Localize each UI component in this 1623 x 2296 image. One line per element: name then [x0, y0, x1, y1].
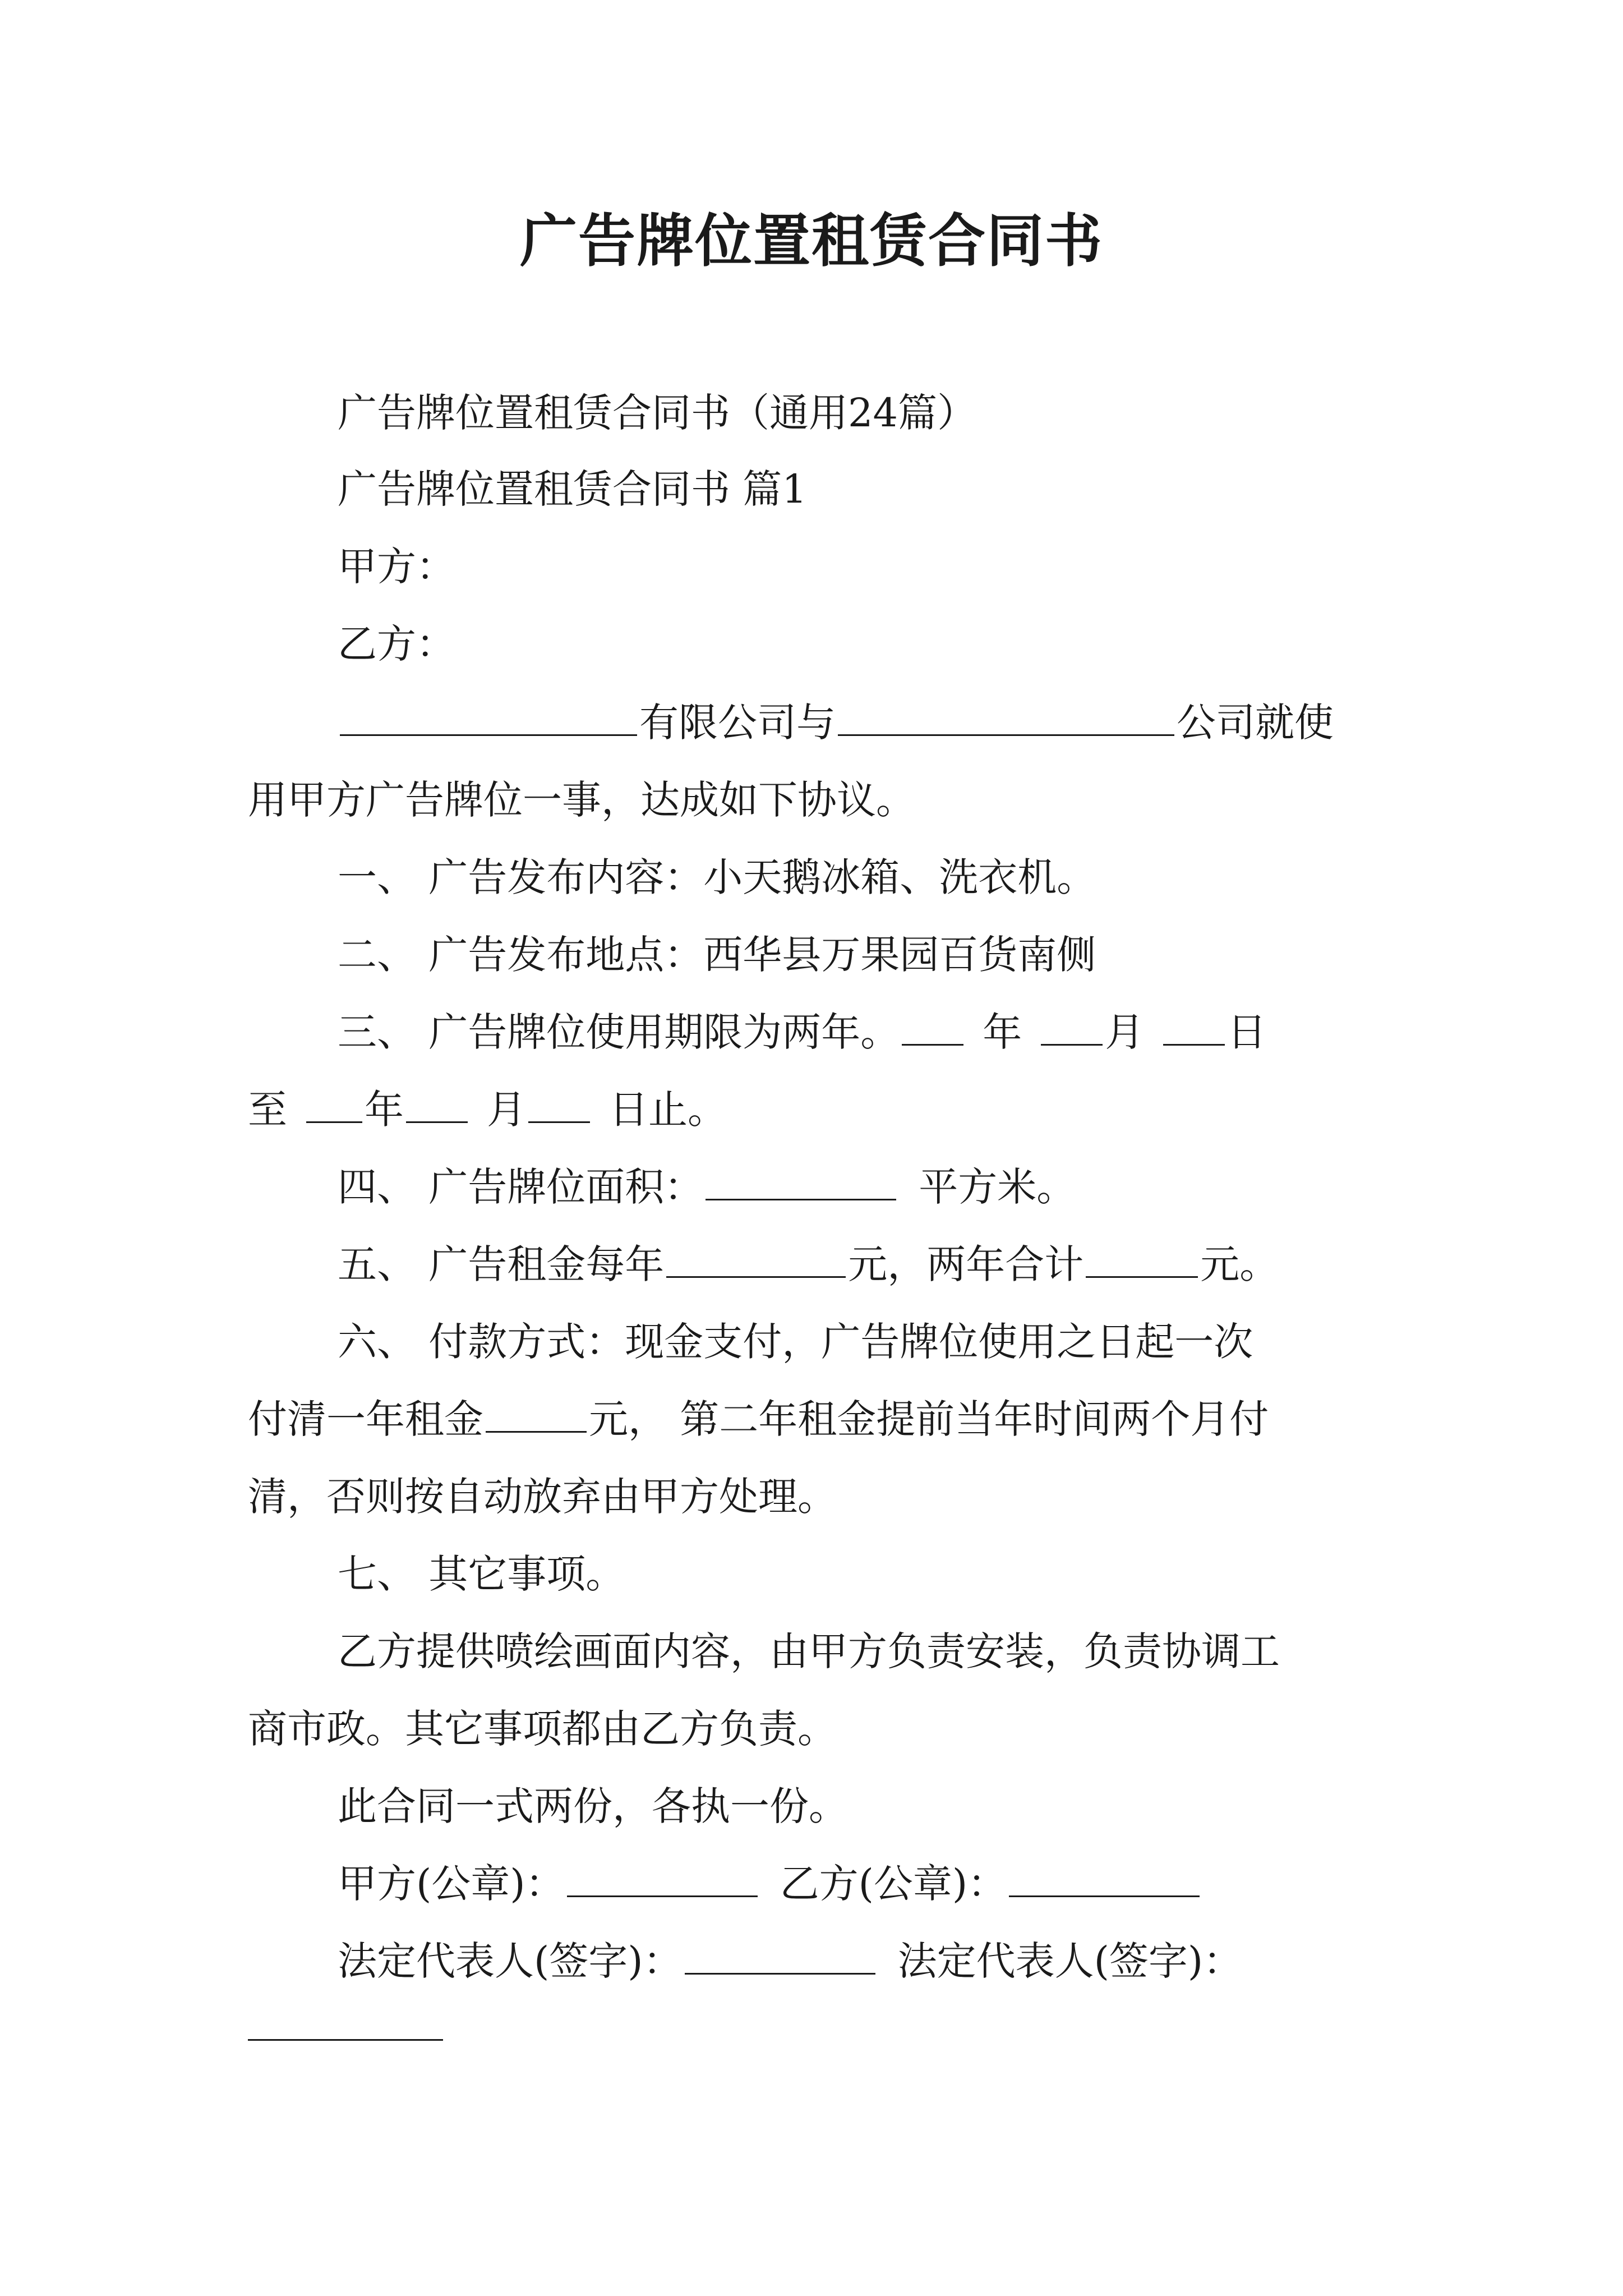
clause-6-text-a: 付清一年租金	[248, 1396, 483, 1442]
party-b-seal-blank	[1009, 1856, 1200, 1897]
clause-2: 二、 广告发布地点：西华县万果园百货南侧	[338, 932, 1096, 978]
year-label: 年	[365, 1087, 404, 1133]
party-b-line: 乙方：	[338, 621, 455, 667]
clause-5-text: 五、 广告租金每年	[338, 1241, 665, 1287]
annual-rent-blank	[666, 1237, 846, 1278]
clause-5	[338, 1225, 1279, 1304]
to-label: 至	[248, 1087, 287, 1133]
clause-6: 六、 付款方式：现金支付，广告牌位使用之日起一次	[338, 1319, 1253, 1365]
clause-6-cont	[248, 1380, 1269, 1458]
party-a-line: 甲方：	[338, 544, 455, 590]
clause-3-cont	[248, 1070, 727, 1149]
total-rent-blank	[1086, 1237, 1198, 1278]
year-blank	[306, 1082, 362, 1123]
month-label: 月	[487, 1087, 526, 1133]
party-a-seal-blank	[567, 1856, 758, 1897]
company-blank	[340, 695, 637, 736]
day-label: 日	[1227, 1009, 1267, 1055]
clause-5-mid: 元，两年合计	[848, 1241, 1084, 1287]
party-b-seal-label: 乙方(公章)：	[780, 1861, 1007, 1907]
clause-6-cont-2: 清，否则按自动放弃由甲方处理。	[248, 1474, 837, 1520]
end-label: 日止。	[609, 1087, 727, 1133]
clause-7-body-cont: 商市政。其它事项都由乙方负责。	[248, 1706, 837, 1752]
seal-line	[338, 1844, 1202, 1923]
clause-3-text: 三、 广告牌位使用期限为两年。	[338, 1009, 900, 1055]
year-blank	[902, 1005, 963, 1046]
party-a-seal-label: 甲方(公章)：	[338, 1861, 565, 1907]
area-unit: 平方米。	[919, 1164, 1076, 1210]
intro-text-b: 公司就使	[1177, 700, 1334, 746]
month-blank	[406, 1082, 468, 1123]
intro-line	[338, 683, 1334, 762]
subtitle-line: 广告牌位置租赁合同书（通用24篇）	[338, 390, 977, 436]
clause-3	[338, 993, 1266, 1071]
clause-7: 七、 其它事项。	[338, 1551, 625, 1597]
party-b-rep-label: 法定代表人(签字)：	[897, 1938, 1243, 1984]
company-blank	[838, 695, 1174, 736]
signature-line	[338, 1922, 1242, 2000]
month-label: 月	[1105, 1009, 1145, 1055]
clause-6-text-b: 元， 第二年租金提前当年时间两个月付	[589, 1396, 1269, 1442]
section-heading: 广告牌位置租赁合同书 篇1	[338, 466, 807, 512]
month-blank	[1041, 1005, 1103, 1046]
clause-4-text: 四、 广告牌位面积：	[338, 1164, 704, 1210]
clause-5-end: 元。	[1200, 1241, 1279, 1287]
party-a-rep-label: 法定代表人(签字)：	[338, 1938, 683, 1984]
party-a-rep-blank	[685, 1934, 875, 1975]
intro-line-cont: 用甲方广告牌位一事，达成如下协议。	[248, 777, 915, 823]
year-label: 年	[983, 1009, 1022, 1055]
party-b-rep-blank	[248, 2039, 443, 2041]
document-title: 广告牌位置租赁合同书	[520, 208, 1103, 275]
day-blank	[528, 1082, 590, 1123]
intro-text-a: 有限公司与	[639, 700, 836, 746]
clause-7-body: 乙方提供喷绘画面内容，由甲方负责安装，负责协调工	[338, 1628, 1280, 1674]
area-blank	[706, 1159, 896, 1200]
clause-4	[338, 1148, 1076, 1226]
clause-1: 一、 广告发布内容：小天鹅冰箱、洗衣机。	[338, 854, 1096, 900]
day-blank	[1163, 1005, 1225, 1046]
first-year-rent-blank	[486, 1392, 587, 1433]
copies-line: 此合同一式两份，各执一份。	[338, 1783, 848, 1829]
